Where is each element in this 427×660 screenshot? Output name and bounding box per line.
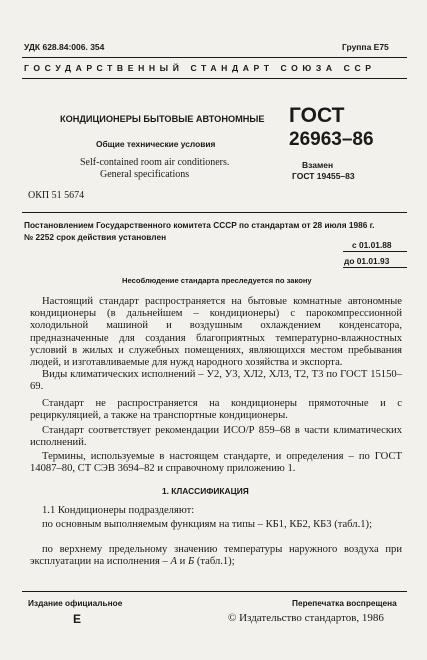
resolution-line2: № 2252 срок действия установлен (24, 232, 167, 242)
english-title-line2: General specifications (100, 169, 190, 180)
udk-code: УДК 628.84:006. 354 (24, 42, 105, 52)
effective-to: до 01.01.93 (344, 256, 390, 266)
footer-rule (22, 591, 407, 592)
group-code: Группа Е75 (342, 42, 389, 52)
effective-from-underline (343, 251, 407, 252)
replaces-label: Взамен (302, 160, 334, 170)
clause-1-1: 1.1 Кондиционеры подразделяют: (42, 505, 195, 516)
law-note: Несоблюдение стандарта преследуется по закону (122, 276, 312, 285)
iso-paragraph: Стандарт соответствует рекомендации ИСО/Р 859–68 в части климатических исполнений. (30, 425, 402, 449)
official-edition: Издание официальное (28, 598, 123, 608)
replaces-value: ГОСТ 19455–83 (292, 171, 355, 181)
types-paragraph: по основным выполняемым функциям на типы – КБ1, КБ2, КБ3 (табл.1); (42, 519, 373, 530)
version-b: Б (187, 556, 195, 568)
versions-text-start: по верхнему предельному значению температуры наружного воздуха при эксплуатации на исполнения – (30, 544, 402, 568)
state-standard-banner: ГОСУДАРСТВЕННЫЙ СТАНДАРТ СОЮЗА ССР (24, 63, 376, 73)
gost-label: ГОСТ (289, 104, 345, 127)
document-subtitle: Общие технические условия (96, 139, 216, 149)
gost-number: 26963–86 (289, 129, 374, 150)
terms-paragraph: Термины, используемые в настоящем стандарте, и определения – по ГОСТ 14087–80, СТ СЭВ 3694–82 и справочному приложению 1. (30, 451, 402, 475)
version-a: А (170, 556, 177, 568)
versions-text-end: (табл.1); (194, 556, 235, 568)
document-title: КОНДИЦИОНЕРЫ БЫТОВЫЕ АВТОНОМНЫЕ (60, 114, 265, 124)
banner-rule (22, 78, 407, 79)
section-heading-classification: 1. КЛАССИФИКАЦИЯ (162, 486, 249, 496)
effective-to-underline (343, 267, 407, 268)
okp-code: ОКП 51 5674 (28, 190, 85, 201)
title-rule (22, 212, 407, 213)
top-rule (22, 57, 407, 58)
effective-from: с 01.01.88 (352, 240, 392, 250)
reprint-prohibited: Перепечатка воспрещена (292, 598, 397, 608)
versions-paragraph (30, 544, 402, 568)
resolution-line1: Постановлением Государственного комитета СССР по стандартам от 28 июля 1986 г. (24, 220, 375, 230)
climate-paragraph: Виды климатических исполнений – У2, У3, ХЛ2, ХЛ3, Т2, Т3 по ГОСТ 15150–69. (30, 369, 402, 393)
english-title-line1: Self-contained room air conditioners. (80, 157, 230, 168)
copyright: © Издательство стандартов, 1986 (228, 612, 384, 624)
edition-letter: Е (73, 612, 82, 626)
scope-exclusion-paragraph: Стандарт не распространяется на кондиционеры прямоточные и с рециркуляцией, а также на транспортные кондиционеры. (30, 398, 402, 422)
versions-and: и (176, 556, 188, 568)
intro-paragraph: Настоящий стандарт распространяется на бытовые комнатные автономные кондиционеры (в дальнейшем – кондиционеры) с парокомпрессионной холодильной машиной и воздушным охлаждением конденсатора, предназначенные для создания благоприятных температурно-влажностных условий в жилых и служебных помещениях, являющихся местом пребывания людей, и изготавливаемые для нужд народного хозяйства и экспорта. (30, 296, 402, 369)
